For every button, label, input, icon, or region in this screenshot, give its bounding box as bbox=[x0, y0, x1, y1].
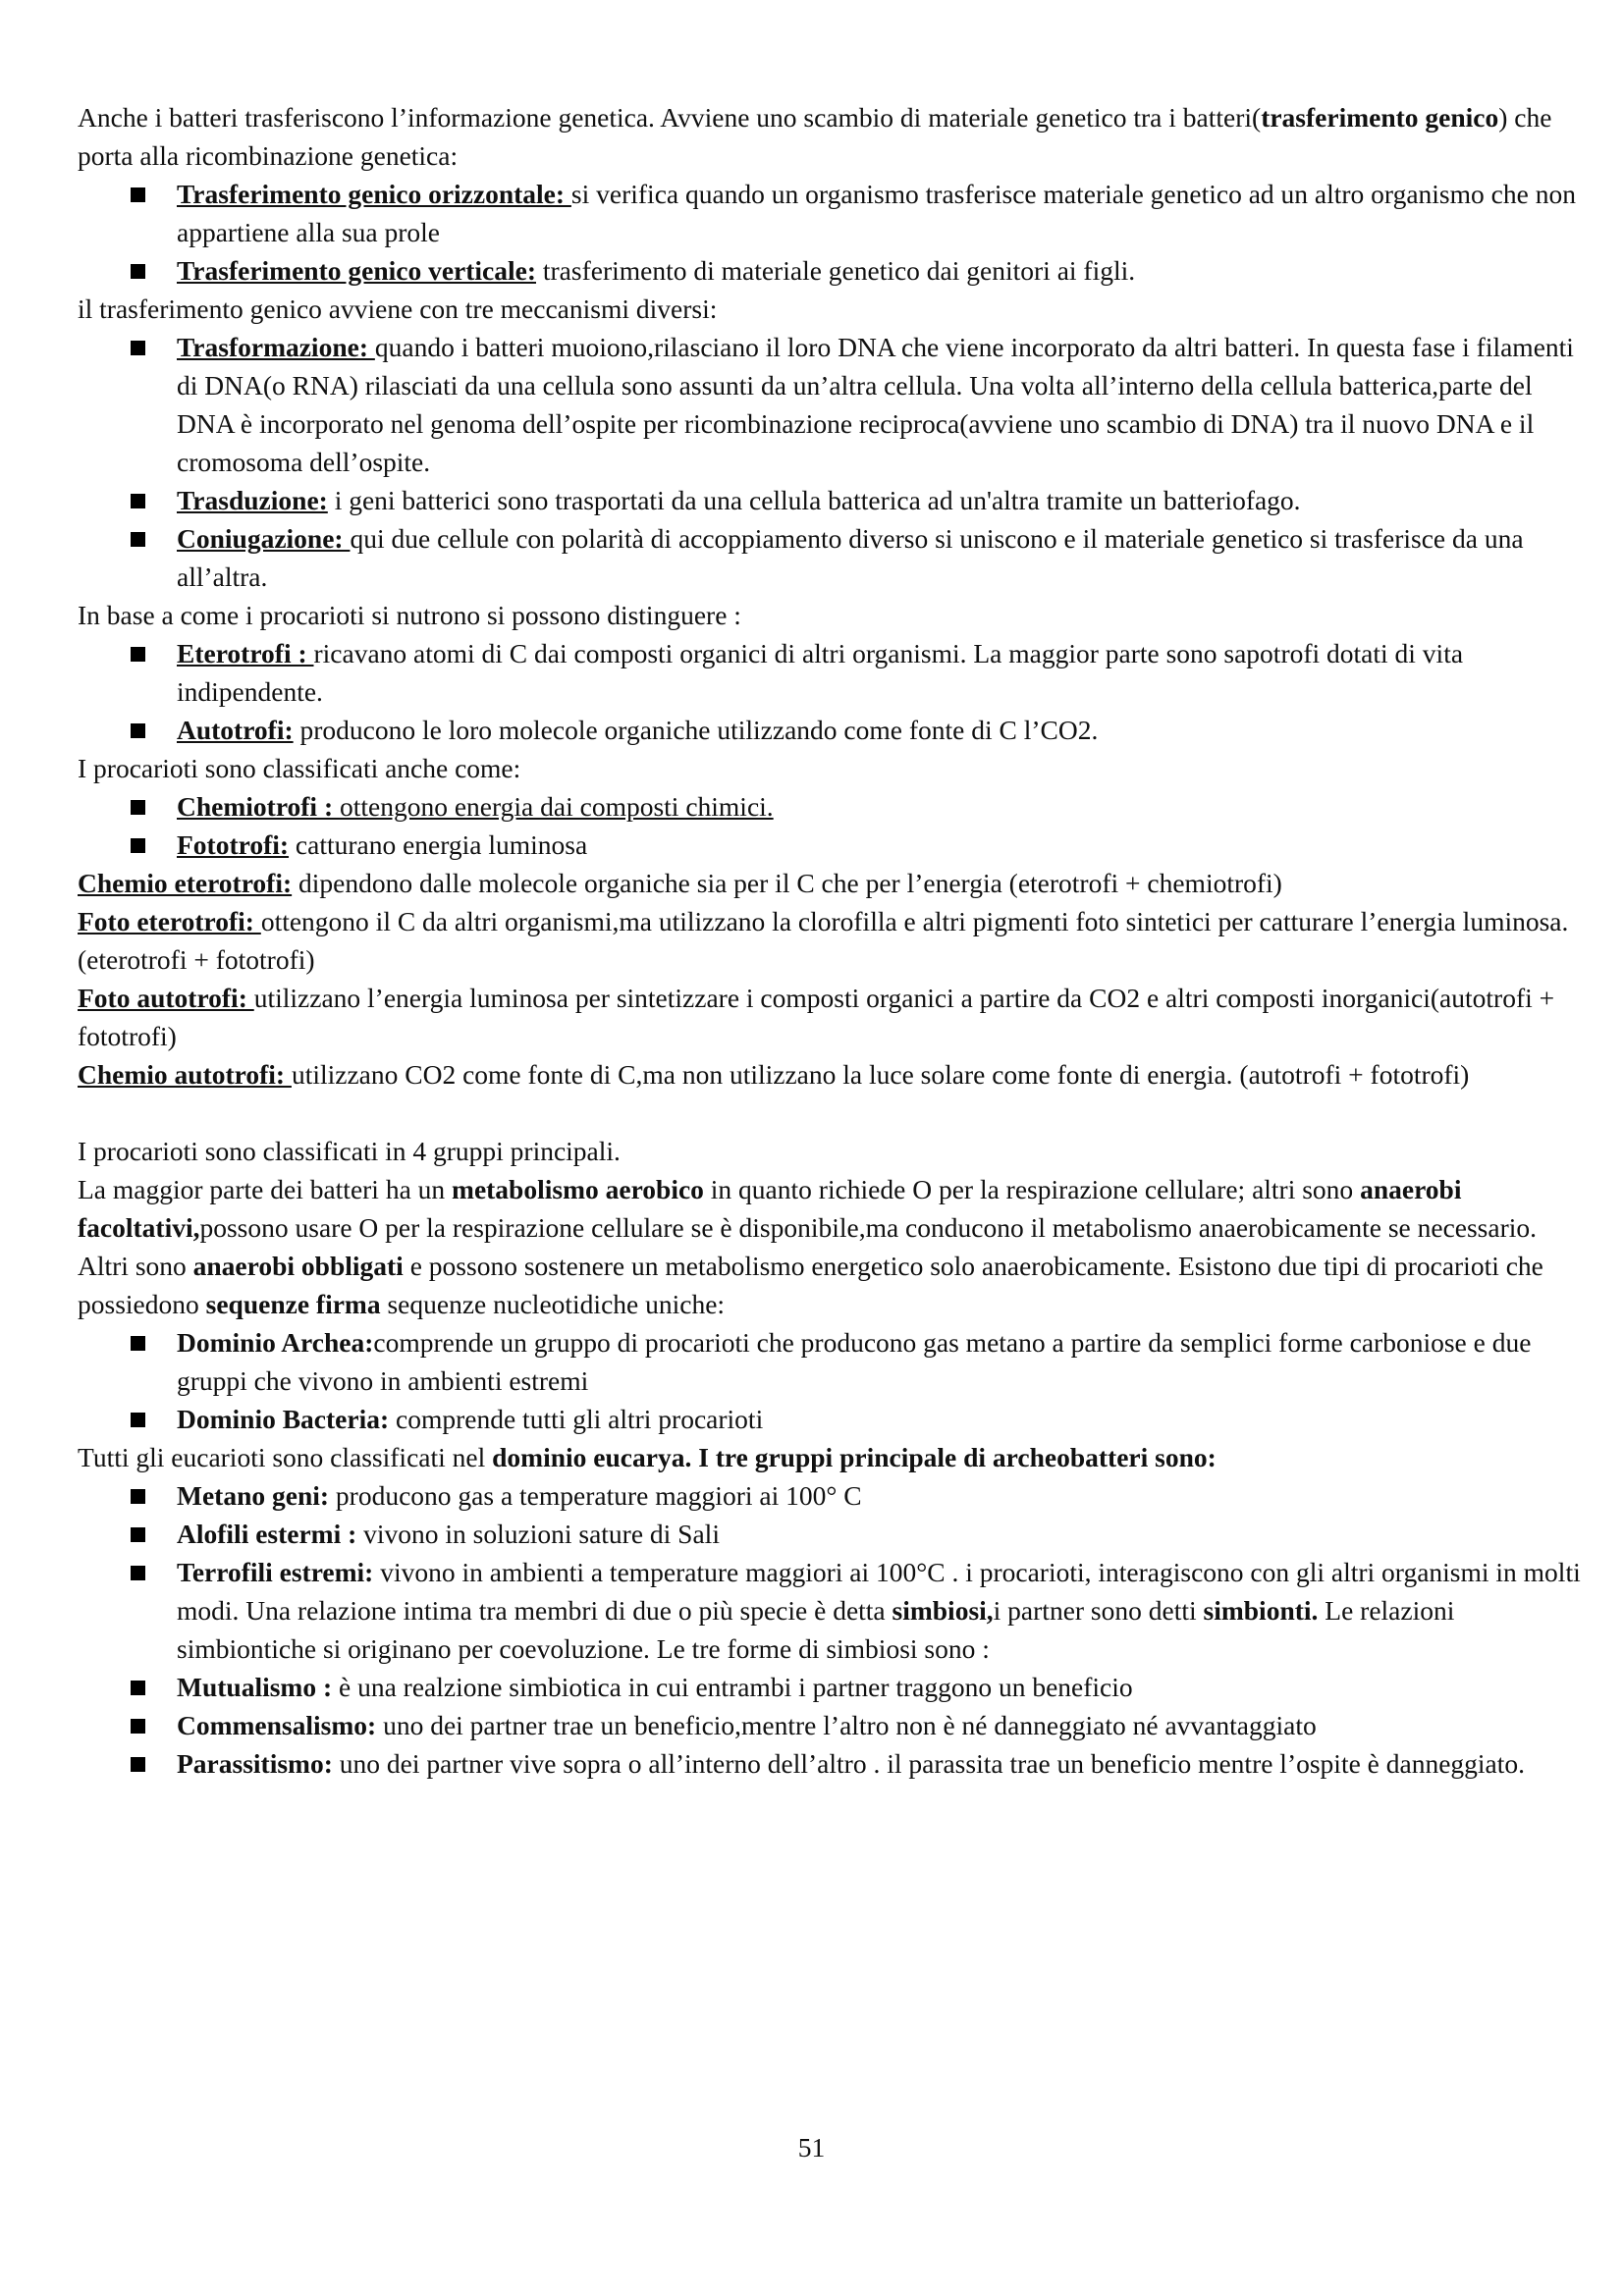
definition: trasferimento di materiale genetico dai genitori ai figli. bbox=[536, 255, 1136, 286]
list-item bbox=[78, 1476, 1590, 1515]
definition: quando i batteri muoiono,rilasciano il loro DNA che viene incorporato da altri batteri. In questa fase i filamenti di DNA(o RNA) rilasciati da una cellula sono assunti da un’altra cellula. Una volta all’interno della cellula batterica,parte del DNA è incorporato nel genoma dell’ospite per ricombinazione reciproca(avviene uno scambio di DNA) tra il nuovo DNA e il cromosoma dell’ospite. bbox=[177, 332, 1574, 477]
list-item bbox=[78, 519, 1590, 596]
list-item bbox=[78, 1744, 1590, 1783]
definition: producono gas a temperature maggiori ai 100° C bbox=[329, 1480, 862, 1511]
term: Alofili estermi : bbox=[177, 1519, 357, 1549]
text: in quanto richiede O per la respirazione cellulare; altri sono bbox=[703, 1174, 1361, 1204]
term: Trasformazione: bbox=[177, 332, 375, 362]
bold-term: sequenze firma bbox=[205, 1289, 381, 1319]
term: Trasferimento genico orizzontale: bbox=[177, 179, 571, 209]
square-bullet-icon bbox=[131, 187, 145, 202]
term: Fototrofi: bbox=[177, 829, 290, 860]
list-item bbox=[78, 634, 1590, 711]
list-item bbox=[78, 328, 1590, 481]
term: Eterotrofi : bbox=[177, 638, 314, 668]
definition: è una realzione simbiotica in cui entrambi i partner traggono un beneficio bbox=[332, 1672, 1133, 1702]
definition: uno dei partner vive sopra o all’interno dell’altro . il parassita trae un beneficio mentre l’ospite è danneggiato. bbox=[332, 1748, 1526, 1779]
definition-paragraph bbox=[78, 902, 1590, 979]
paragraph: In base a come i procarioti si nutrono si possono distinguere : bbox=[78, 600, 741, 630]
list-item bbox=[78, 251, 1590, 290]
square-bullet-icon bbox=[131, 800, 145, 815]
paragraph-eucarya bbox=[78, 1438, 1590, 1476]
list-item bbox=[78, 711, 1590, 749]
bold-term: metabolismo aerobico bbox=[452, 1174, 704, 1204]
square-bullet-icon bbox=[131, 494, 145, 508]
square-bullet-icon bbox=[131, 1413, 145, 1427]
square-bullet-icon bbox=[131, 264, 145, 279]
term: Commensalismo: bbox=[177, 1710, 377, 1740]
square-bullet-icon bbox=[131, 838, 145, 853]
term: Metano geni: bbox=[177, 1480, 330, 1511]
text: e possono sostenere un metabolismo energetico solo anaerobicamente. Esistono due tipi di procarioti che possiedono bbox=[78, 1251, 1543, 1319]
list-item bbox=[78, 1553, 1590, 1668]
definition: producono le loro molecole organiche utilizzando come fonte di C l’CO2. bbox=[293, 715, 1099, 745]
list-item bbox=[78, 1515, 1590, 1553]
bold-term: anaerobi obbligati bbox=[192, 1251, 404, 1281]
term: Parassitismo: bbox=[177, 1748, 333, 1779]
bold-term: anaerobi facoltativi, bbox=[78, 1174, 1462, 1243]
list-domains bbox=[78, 1323, 1590, 1438]
square-bullet-icon bbox=[131, 1336, 145, 1351]
list-item bbox=[78, 1323, 1590, 1400]
term: Coniugazione: bbox=[177, 523, 351, 554]
bold-term: simbiosi, bbox=[892, 1595, 994, 1626]
square-bullet-icon bbox=[131, 1527, 145, 1542]
definition: comprende un gruppo di procarioti che producono gas metano a partire da semplici forme carboniose e due gruppi che vivono in ambienti estremi bbox=[177, 1327, 1532, 1396]
list-item bbox=[78, 175, 1590, 251]
document-body bbox=[78, 98, 1590, 1783]
definition: Le relazioni simbiontiche si originano per coevoluzione. Le tre forme di simbiosi sono : bbox=[177, 1595, 1455, 1664]
text: Altri sono bbox=[78, 1251, 193, 1281]
paragraph-anaerobes bbox=[78, 1247, 1590, 1323]
square-bullet-icon bbox=[131, 1681, 145, 1695]
definition: ricavano atomi di C dai composti organici di altri organismi. La maggior parte sono sapotrofi dotati di vita indipendente. bbox=[177, 638, 1464, 707]
definition: i geni batterici sono trasportati da una cellula batterica ad un'altra tramite un batteriofago. bbox=[327, 485, 1301, 515]
list-energy bbox=[78, 787, 1590, 864]
definition: utilizzano l’energia luminosa per sintetizzare i composti organici a partire da CO2 e altri composti inorganici(autotrofi + fototrofi) bbox=[78, 983, 1555, 1051]
definition: si verifica quando un organismo trasferisce materiale genetico ad un altro organismo che non appartiene alla sua prole bbox=[177, 179, 1576, 247]
definition: vivono in ambienti a temperature maggiori ai 100°C . i procarioti, interagiscono con gli altri organismi in molti modi. Una relazione intima tra membri di due o più specie è detta bbox=[177, 1557, 1581, 1626]
definition: ottengono il C da altri organismi,ma utilizzano la clorofilla e altri pigmenti foto sintetici per catturare l’energia luminosa.(eterotrofi + fototrofi) bbox=[78, 906, 1569, 975]
paragraph: il trasferimento genico avviene con tre meccanismi diversi: bbox=[78, 294, 718, 324]
term: Trasferimento genico verticale: bbox=[177, 255, 536, 286]
list-archaea bbox=[78, 1476, 1590, 1783]
bold-term: trasferimento genico bbox=[1261, 102, 1499, 133]
list-item bbox=[78, 1400, 1590, 1438]
term: Autotrofi: bbox=[177, 715, 294, 745]
paragraph-metabolism bbox=[78, 1170, 1590, 1247]
definition-paragraph bbox=[78, 979, 1590, 1055]
term: Trasduzione: bbox=[177, 485, 328, 515]
definition: utilizzano CO2 come fonte di C,ma non utilizzano la luce solare come fonte di energia. (autotrofi + fototrofi) bbox=[291, 1059, 1470, 1090]
square-bullet-icon bbox=[131, 647, 145, 662]
square-bullet-icon bbox=[131, 532, 145, 547]
list-item bbox=[78, 787, 1590, 826]
term: Terrofili estremi: bbox=[177, 1557, 374, 1587]
definition-paragraph bbox=[78, 1055, 1590, 1094]
text: sequenze nucleotidiche uniche: bbox=[380, 1289, 726, 1319]
term: Chemiotrofi : bbox=[177, 791, 340, 822]
list-item bbox=[78, 481, 1590, 519]
definition: comprende tutti gli altri procarioti bbox=[389, 1404, 764, 1434]
paragraph: I procarioti sono classificati anche come: bbox=[78, 753, 521, 783]
definition: dipendono dalle molecole organiche sia per il C che per l’energia (eterotrofi + chemiotrofi) bbox=[292, 868, 1282, 898]
definition: vivono in soluzioni sature di Sali bbox=[356, 1519, 720, 1549]
term: Dominio Archea: bbox=[177, 1327, 374, 1358]
list-item bbox=[78, 826, 1590, 864]
term: Mutualismo : bbox=[177, 1672, 333, 1702]
text: Anche i batteri trasferiscono l’informazione genetica. Avviene uno scambio di materiale genetico tra i batteri( bbox=[78, 102, 1262, 133]
square-bullet-icon bbox=[131, 1489, 145, 1504]
square-bullet-icon bbox=[131, 1757, 145, 1772]
list-item bbox=[78, 1668, 1590, 1706]
list-item bbox=[78, 1706, 1590, 1744]
paragraph-intro bbox=[78, 98, 1590, 175]
term: Foto eterotrofi: bbox=[78, 906, 261, 936]
definition: i partner sono detti bbox=[993, 1595, 1204, 1626]
definition: ottengono energia dai composti chimici. bbox=[339, 791, 774, 822]
list-transfer-types bbox=[78, 175, 1590, 290]
blank-line bbox=[78, 1094, 1590, 1132]
definition: catturano energia luminosa bbox=[289, 829, 588, 860]
definition: uno dei partner trae un beneficio,mentre l’altro non è né danneggiato né avvantaggiato bbox=[376, 1710, 1317, 1740]
term: Chemio eterotrofi: bbox=[78, 868, 293, 898]
text: possono usare O per la respirazione cellulare se è disponibile,ma conducono il metabolismo anaerobicamente se necessario. bbox=[199, 1212, 1538, 1243]
term: Chemio autotrofi: bbox=[78, 1059, 292, 1090]
definition: qui due cellule con polarità di accoppiamento diverso si uniscono e il materiale genetico si trasferisce da una all’altra. bbox=[177, 523, 1524, 592]
term: Dominio Bacteria: bbox=[177, 1404, 390, 1434]
square-bullet-icon bbox=[131, 1566, 145, 1580]
list-mechanisms bbox=[78, 328, 1590, 596]
bold-term: simbionti. bbox=[1203, 1595, 1319, 1626]
paragraph: I procarioti sono classificati in 4 gruppi principali. bbox=[78, 1136, 621, 1166]
page-number: 51 bbox=[797, 2132, 826, 2163]
list-nutrition bbox=[78, 634, 1590, 749]
text: Tutti gli eucarioti sono classificati nel bbox=[78, 1442, 493, 1472]
square-bullet-icon bbox=[131, 341, 145, 355]
square-bullet-icon bbox=[131, 1719, 145, 1734]
term: Foto autotrofi: bbox=[78, 983, 254, 1013]
text: ) che porta alla ricombinazione genetica: bbox=[78, 102, 1552, 171]
definition-paragraph bbox=[78, 864, 1590, 902]
square-bullet-icon bbox=[131, 723, 145, 738]
bold-term: dominio eucarya. I tre gruppi principale di archeobatteri sono: bbox=[492, 1442, 1217, 1472]
text: La maggior parte dei batteri ha un bbox=[78, 1174, 453, 1204]
